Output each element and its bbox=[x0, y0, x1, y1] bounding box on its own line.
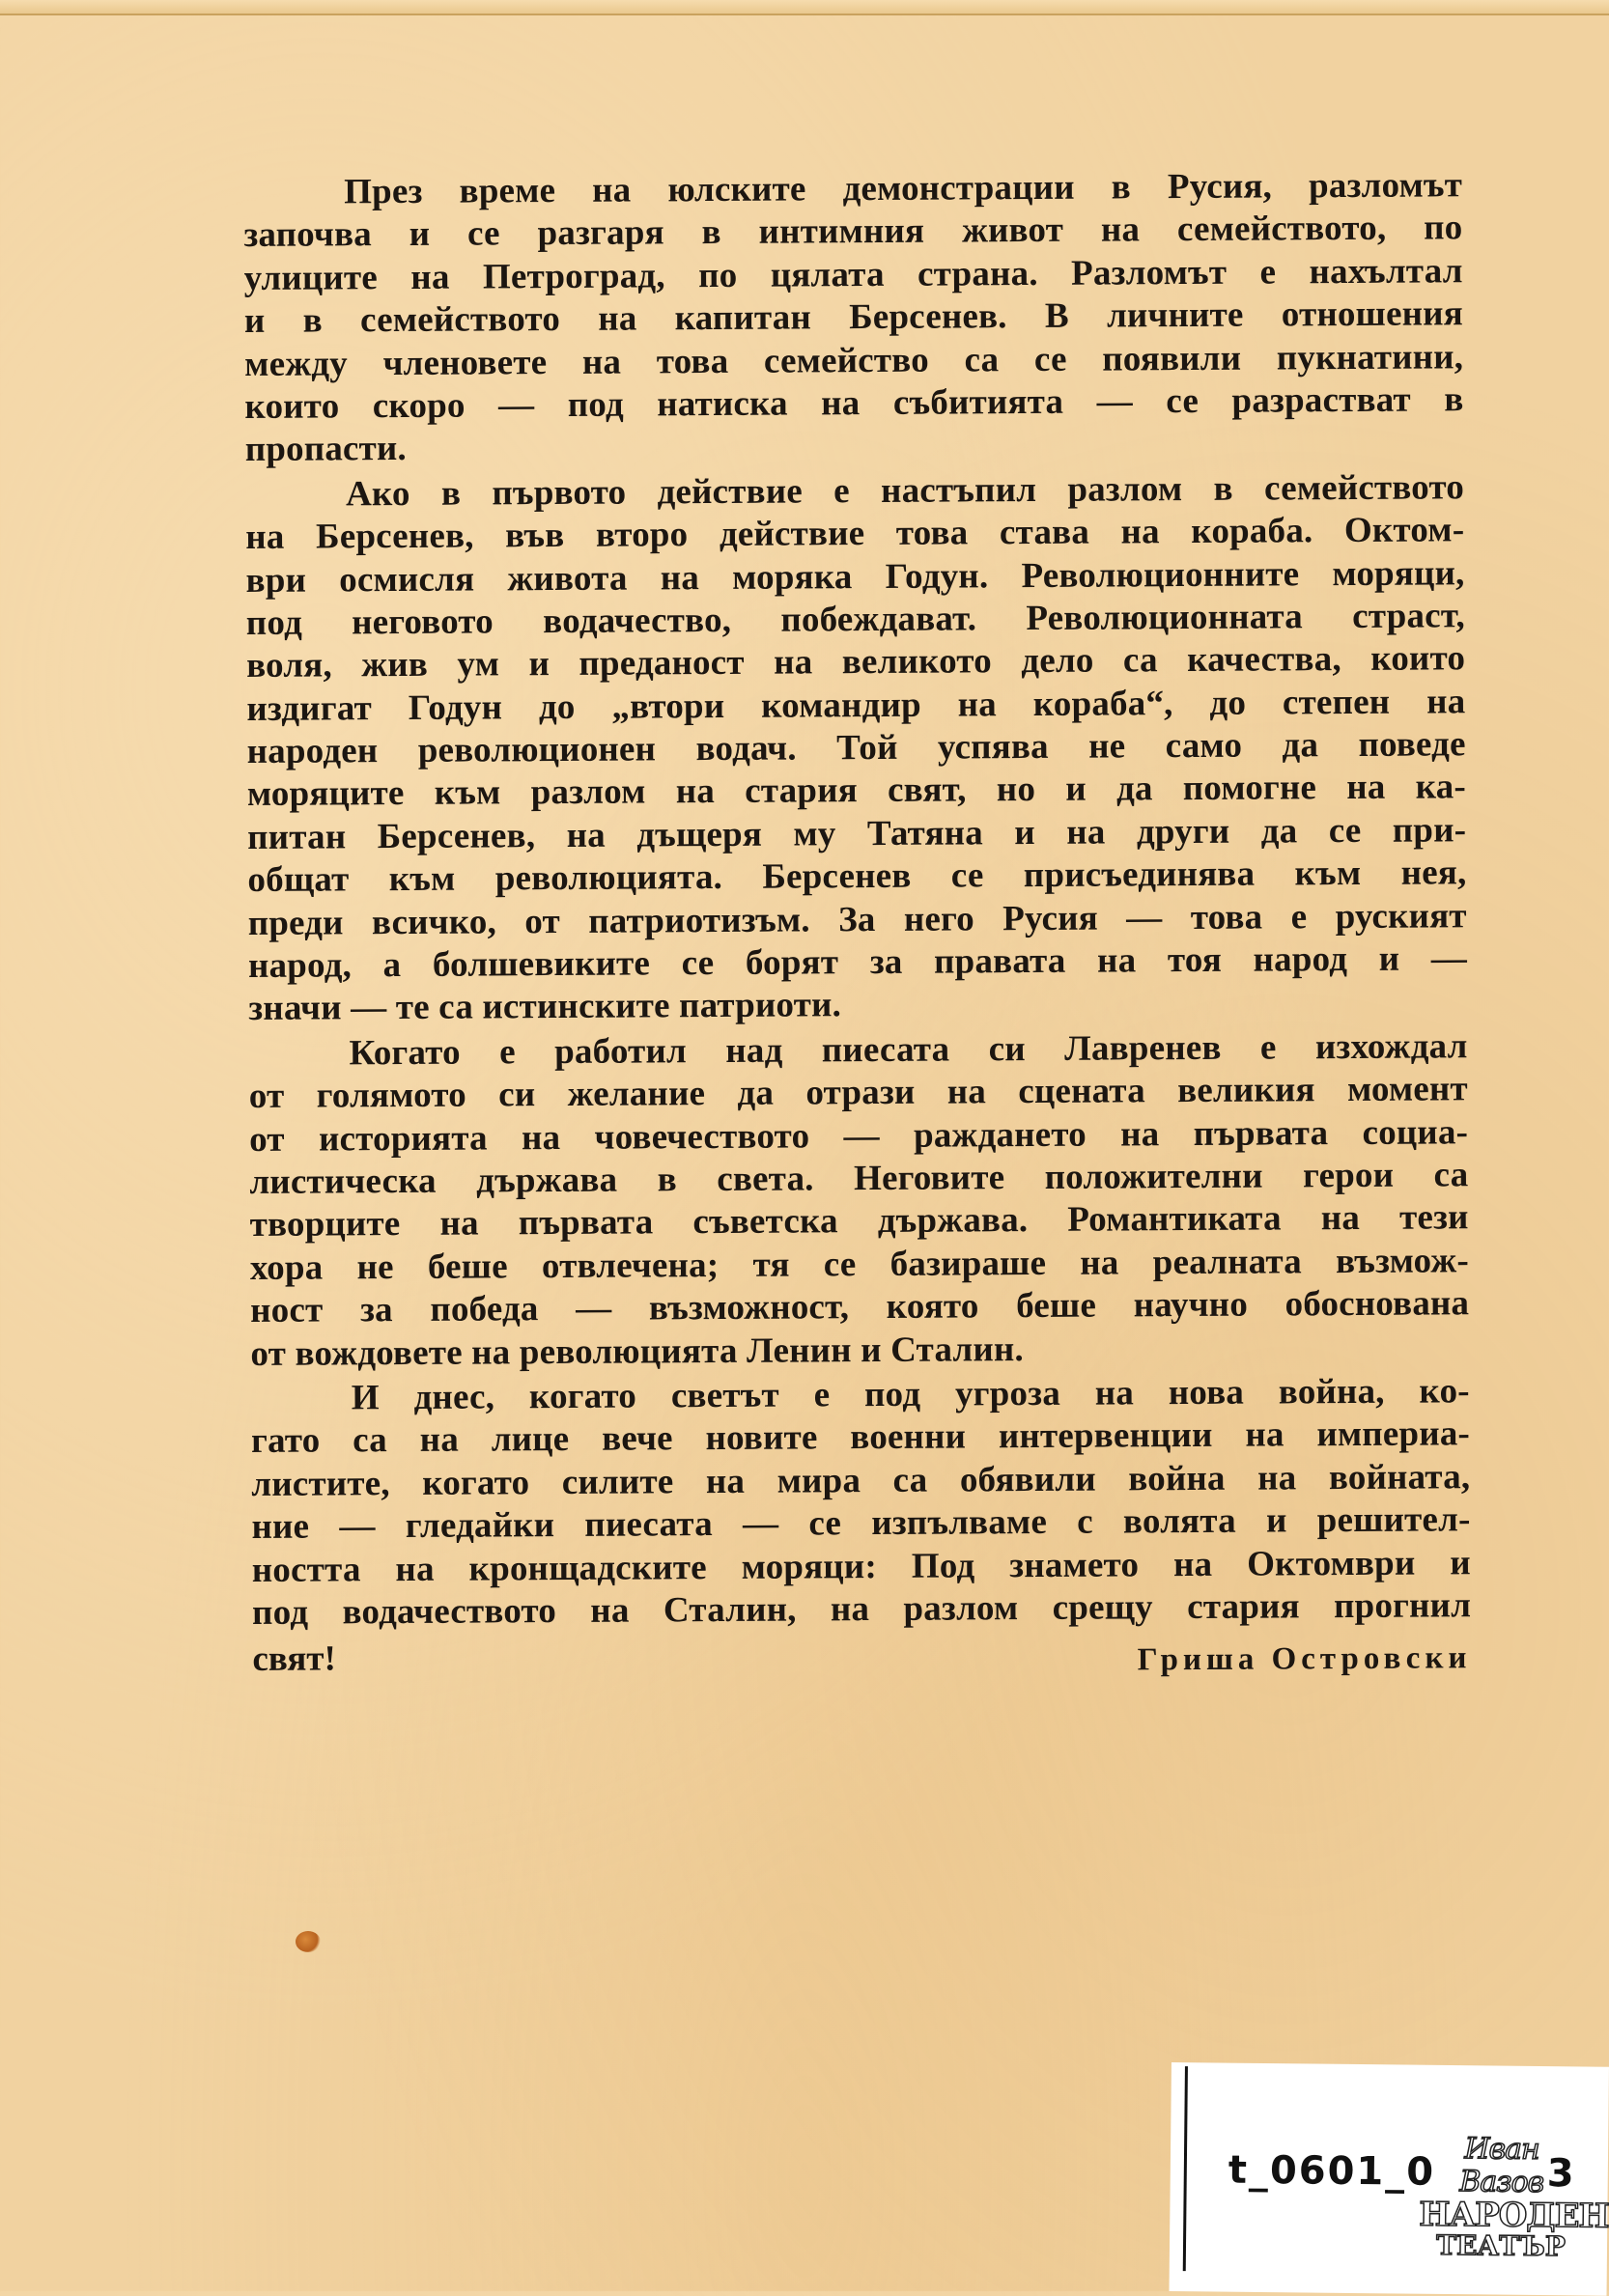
paragraph-3 bbox=[248, 1025, 1469, 1376]
text-line: воля, жив ум и преданост на великото дело са качества, които bbox=[246, 638, 1466, 686]
text-line: от вождовете на революцията Ленин и Сталин. bbox=[250, 1329, 1025, 1374]
text-line: През време на юлските демонстрации в Русия, разломът bbox=[344, 165, 1463, 212]
text-line: преди всичко, от патриотизъм. За него Русия — това е руският bbox=[247, 895, 1467, 943]
author-signature: Гриша Островски bbox=[1137, 1640, 1472, 1678]
text-line: под водачеството на Сталин, на разлом срещу стария прогнил bbox=[251, 1585, 1472, 1633]
text-line: от историята на човечеството — раждането на първата социа- bbox=[248, 1111, 1469, 1160]
text-line: хора не беше отвлечена; тя се базираше на реалната възмож- bbox=[249, 1241, 1470, 1288]
text-line: ността на кронщадските моряци: Под знамето на Октомври и bbox=[251, 1542, 1471, 1590]
text-line: Когато е работил над пиесата си Лавренев е изхождал bbox=[349, 1026, 1468, 1074]
text-line: питан Берсенев, на дъщеря му Татяна и на други да се при- bbox=[247, 810, 1467, 857]
text-line: ние — гледайки пиесата — се изпълваме с волята и решител- bbox=[251, 1499, 1471, 1548]
text-line: моряците към разлом на стария свят, но и да помогне на ка- bbox=[246, 767, 1467, 815]
text-line: ври осмисля живота на моряка Годун. Революционните моряци, bbox=[245, 552, 1465, 601]
theatre-logo-watermark bbox=[1419, 2132, 1609, 2263]
text-line: ност за победа — възможност, която беше научно обоснована bbox=[250, 1283, 1470, 1331]
text-line: издигат Годун до „втори командир на кораба“, до степен на bbox=[246, 681, 1466, 729]
text-line: И днес, когато светът е под угроза на нова война, ко- bbox=[351, 1371, 1470, 1418]
watermark-line-1: НАРОДЕН bbox=[1419, 2195, 1609, 2236]
text-line: между членовете на това семейство са се появили пукнатини, bbox=[244, 336, 1464, 384]
watermark-script: Иван Вазов bbox=[1459, 2132, 1544, 2200]
text-line: творците на първата съветска държава. Романтиката на тези bbox=[249, 1197, 1469, 1246]
text-line: от голямото си желание да отрази на сцената великия момент bbox=[248, 1069, 1468, 1117]
text-line: общат към революцията. Берсенев се присъединява към нея, bbox=[247, 853, 1467, 901]
closing-row bbox=[252, 1628, 1471, 1686]
text-line: листическа държава в света. Неговите положителни герои са bbox=[249, 1155, 1469, 1202]
text-line: улиците на Петроград, по цялата страна. Разломът е нахълтал bbox=[243, 251, 1463, 298]
paragraph-4 bbox=[251, 1370, 1472, 1685]
text-line: които скоро — под натиска на събитията — се разрастват в bbox=[244, 379, 1464, 427]
paragraph-1 bbox=[243, 164, 1464, 471]
paragraph-2 bbox=[245, 466, 1468, 1031]
text-line: значи — те са истинските патриоти. bbox=[248, 985, 842, 1029]
text-line: свят! bbox=[252, 1638, 336, 1680]
text-line: под неговото водачество, побеждават. Революционната страст, bbox=[245, 596, 1465, 643]
text-line: Ако в първото действие е настъпил разлом в семейството bbox=[345, 467, 1465, 515]
text-line: народ, а болшевиките се борят за правата на тоя народ и — bbox=[247, 938, 1468, 987]
text-line: започва и се разгаря в интимния живот на семейството, по bbox=[243, 208, 1463, 256]
label-border-line bbox=[1183, 2066, 1188, 2271]
archive-code-prefix: t_0601_0 bbox=[1228, 2147, 1436, 2195]
text-line: на Берсенев, във второ действие това става на кораба. Октом- bbox=[245, 510, 1465, 558]
text-line: пропасти. bbox=[244, 429, 408, 470]
paper-stain bbox=[296, 1931, 321, 1952]
paper-top-edge bbox=[0, 0, 1609, 15]
text-line: и в семейството на капитан Берсенев. В личните отношения bbox=[243, 294, 1464, 342]
archive-code-suffix: 3 bbox=[1546, 2151, 1576, 2197]
watermark-line-2: ТЕАТЪР bbox=[1436, 2228, 1567, 2263]
article-text bbox=[243, 164, 1472, 1685]
text-line: листите, когато силите на мира са обявили война на войната, bbox=[251, 1456, 1471, 1504]
text-line: гато са на лице вече новите военни интервенции на империа- bbox=[250, 1414, 1471, 1462]
text-line: народен революционен водач. Той успява не само да поведе bbox=[246, 724, 1466, 772]
archive-label bbox=[1170, 2062, 1609, 2296]
